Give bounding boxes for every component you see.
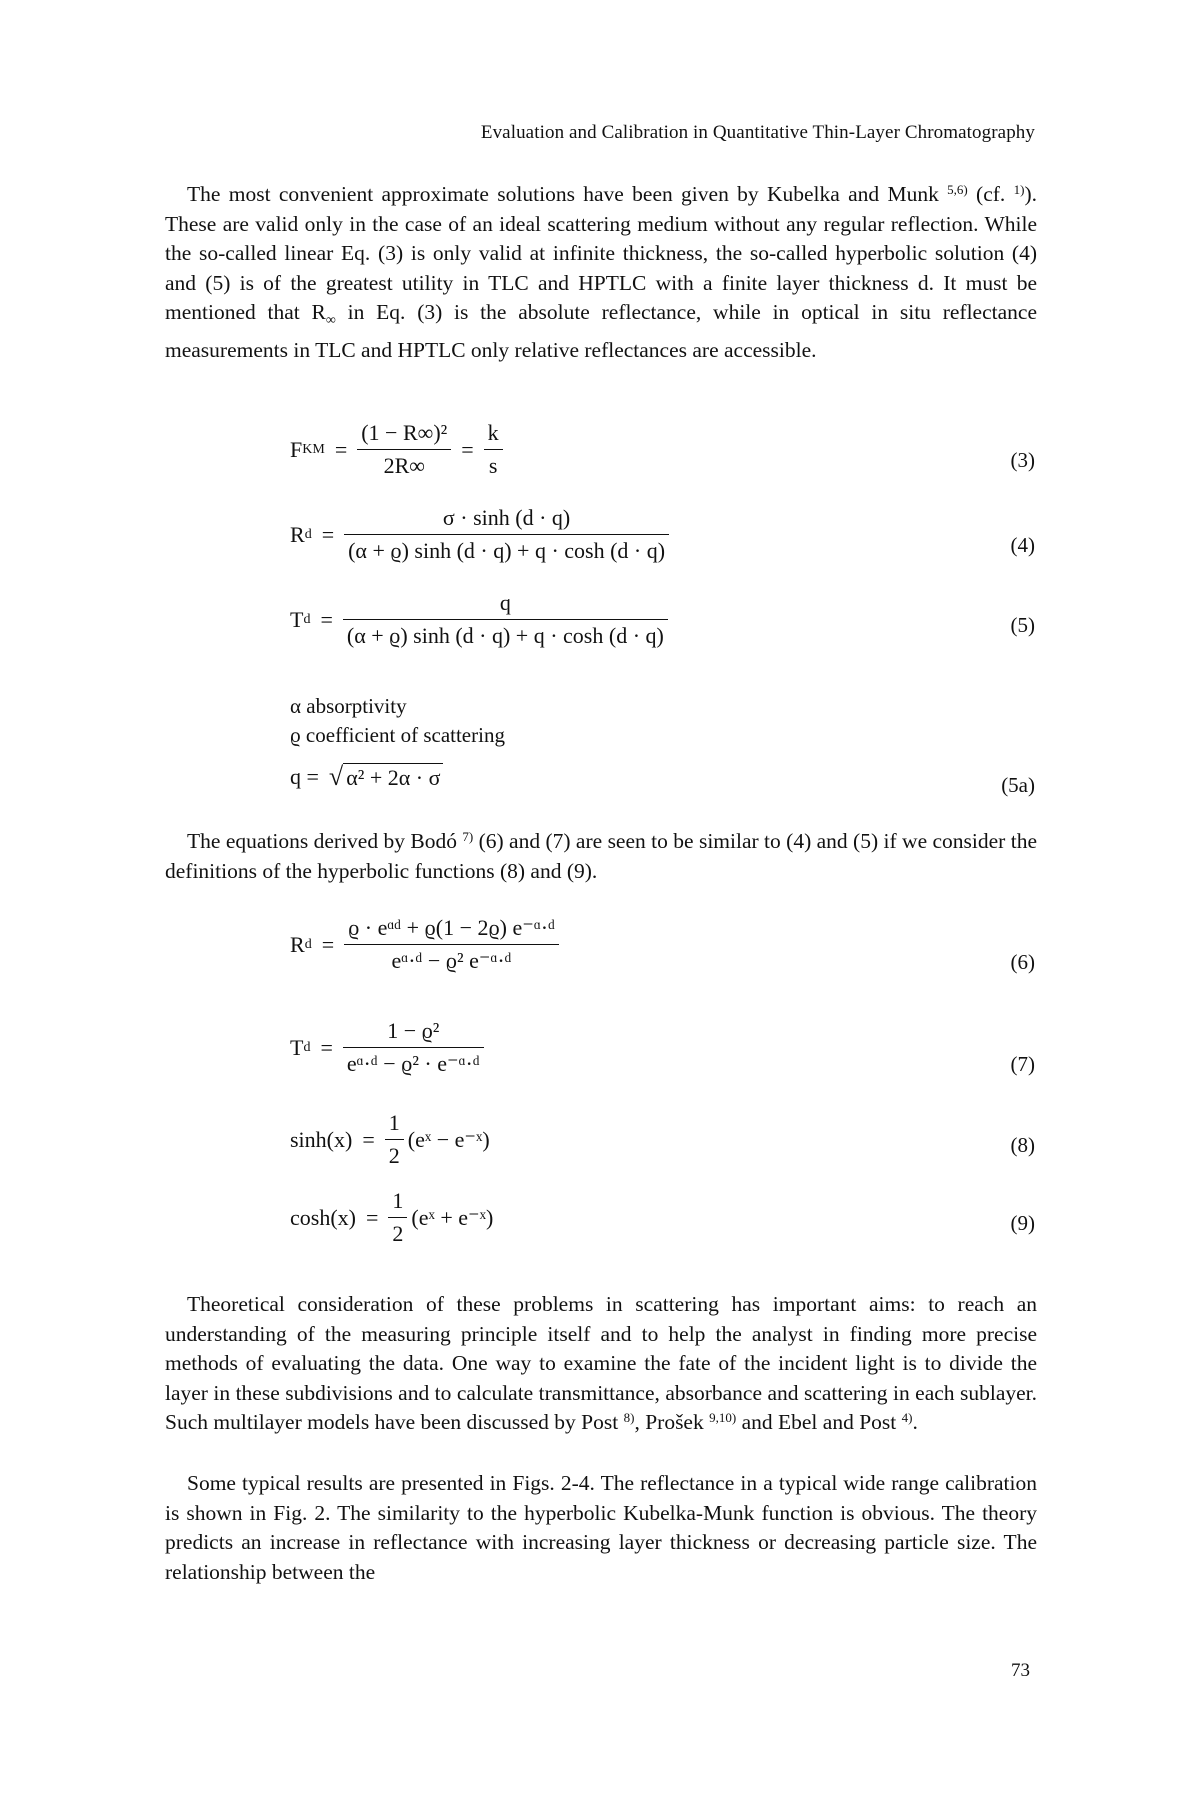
equation-5 [290, 590, 668, 649]
eq-sign: = [320, 1034, 333, 1060]
denominator: 2 [388, 1143, 400, 1168]
eq-lhs: R [290, 521, 305, 547]
citation: 8) [623, 1410, 635, 1425]
eq-lhs-sub: KM [302, 441, 325, 457]
text-span: , Prošek [634, 1410, 710, 1434]
eq-lhs-sub: d [304, 936, 312, 952]
text-span: Theoretical consideration of these problems in scattering has important aims: to reach an understanding of the measuring principle itself and to help the analyst in finding more precise methods of evaluating the data. One way to examine the fate of the incident light is to divide the layer in these subdivisions and to calculate transmittance, absorbance and scattering in each sublayer. Such multilayer models have been discussed by Post [165, 1292, 1037, 1434]
radical-sign: √ [328, 762, 344, 791]
equation-9 [290, 1188, 493, 1247]
paragraph-3 [165, 1290, 1037, 1438]
eq-lhs: sinh(x) [290, 1126, 353, 1152]
eq-lhs: q = [290, 764, 319, 789]
denominator: eᵅ·ᵈ − ϱ² e⁻ᵅ·ᵈ [391, 948, 512, 973]
radicand: α² + 2α · σ [343, 763, 443, 791]
text-span: The equations derived by Bodó [187, 829, 463, 853]
equation-7 [290, 1018, 484, 1077]
eq-sign: = [365, 1204, 379, 1230]
paragraph-2 [165, 827, 1037, 886]
denominator: 2 [392, 1221, 404, 1246]
equation-number: (5) [1010, 613, 1035, 637]
paragraph-1 [165, 180, 1037, 365]
eq-sign: = [362, 1126, 375, 1152]
numerator: 1 − ϱ² [343, 1018, 484, 1048]
fraction [484, 420, 503, 479]
fraction [357, 420, 451, 479]
numerator: 1 [385, 1110, 404, 1140]
text-span: . [912, 1410, 918, 1434]
numerator: ϱ · eᵅᵈ + ϱ(1 − 2ϱ) e⁻ᵅ·ᵈ [344, 915, 559, 945]
legend-rho: ϱ coefficient of scattering [290, 723, 505, 747]
citation: 4) [901, 1410, 913, 1425]
numerator: (1 − R∞)² [357, 420, 451, 450]
eq-sign: = [461, 436, 474, 462]
eq-sign: = [321, 931, 335, 957]
legend-alpha: α absorptivity [290, 694, 407, 718]
fraction [344, 915, 559, 974]
fraction [344, 505, 669, 564]
equation-number: (7) [1010, 1052, 1035, 1076]
numerator: 1 [388, 1188, 407, 1218]
equation-number: (4) [1010, 533, 1035, 557]
fraction [388, 1188, 407, 1247]
eq-lhs: T [290, 1034, 304, 1060]
numerator: σ · sinh (d · q) [344, 505, 669, 535]
running-head: Evaluation and Calibration in Quantitative Thin-Layer Chromatography [480, 122, 1035, 143]
numerator: k [484, 420, 503, 450]
denominator: eᵅ·ᵈ − ϱ² · e⁻ᵅ·ᵈ [346, 1051, 480, 1076]
numerator: q [343, 590, 668, 620]
denominator: 2R∞ [383, 453, 425, 478]
text-span: (cf. [967, 182, 1014, 206]
subscript: ∞ [325, 313, 336, 328]
paragraph-4: Some typical results are presented in Figs. 2-4. The reflectance in a typical wide range calibration is shown in Fig. 2. The similarity to the hyperbolic Kubelka-Munk function is obvious. The theory predicts an increase in reflectance with increasing layer thickness or decreasing particle size. The relationship between the [165, 1471, 1037, 1584]
text-span: in Eq. (3) is the absolute reflectance, while in optical in situ reflectance measurements in TLC and HPTLC only relative reflectances are accessible. [165, 300, 1037, 362]
equation-5a [290, 762, 443, 792]
equation-4 [290, 505, 669, 564]
denominator: (α + ϱ) sinh (d · q) + q · cosh (d · q) [348, 538, 666, 563]
citation: 7) [462, 829, 474, 844]
page-number: 73 [1011, 1660, 1030, 1681]
equation-number: (3) [1010, 448, 1035, 472]
fraction [343, 1018, 484, 1077]
text-span: ). These are valid only in the case of an ideal scattering medium without any regular reflection. While the so-called linear Eq. (3) is only valid at infinite thickness, the so-called hyperbolic solution (4) and (5) is of the greatest utility in TLC and HPTLC with a finite layer thickness d. It must be mentioned that R [165, 182, 1037, 324]
eq-sign: = [321, 521, 335, 547]
eq-lhs: F [290, 436, 303, 462]
citation: 1) [1013, 182, 1025, 197]
fraction [343, 590, 668, 649]
eq-rhs: (eˣ + e⁻ˣ) [411, 1204, 494, 1230]
eq-lhs: cosh(x) [290, 1204, 356, 1230]
equation-3 [290, 420, 503, 479]
citation: 9,10) [709, 1410, 737, 1425]
equation-number: (5a) [1001, 773, 1035, 797]
eq-lhs: R [290, 931, 305, 957]
equation-6 [290, 915, 559, 974]
eq-rhs: (eˣ − e⁻ˣ) [407, 1126, 490, 1152]
text-span: and Ebel and Post [736, 1410, 902, 1434]
equation-8 [290, 1110, 490, 1169]
eq-lhs-sub: d [303, 1039, 311, 1055]
fraction [385, 1110, 404, 1169]
eq-lhs-sub: d [304, 526, 312, 542]
eq-sign: = [334, 436, 348, 462]
equation-number: (9) [1010, 1211, 1035, 1235]
citation: 5,6) [947, 182, 968, 197]
eq-lhs: T [290, 606, 304, 632]
eq-lhs-sub: d [303, 611, 311, 627]
equation-number: (8) [1010, 1133, 1035, 1157]
eq-sign: = [320, 606, 333, 632]
text-span: The most convenient approximate solutions have been given by Kubelka and Munk [187, 182, 948, 206]
denominator: s [488, 453, 498, 478]
denominator: (α + ϱ) sinh (d · q) + q · cosh (d · q) [346, 623, 664, 648]
equation-number: (6) [1010, 950, 1035, 974]
text-span: (6) and (7) are seen to be similar to (4) and (5) if we consider the definitions of the hyperbolic functions (8) and (9). [165, 829, 1037, 883]
